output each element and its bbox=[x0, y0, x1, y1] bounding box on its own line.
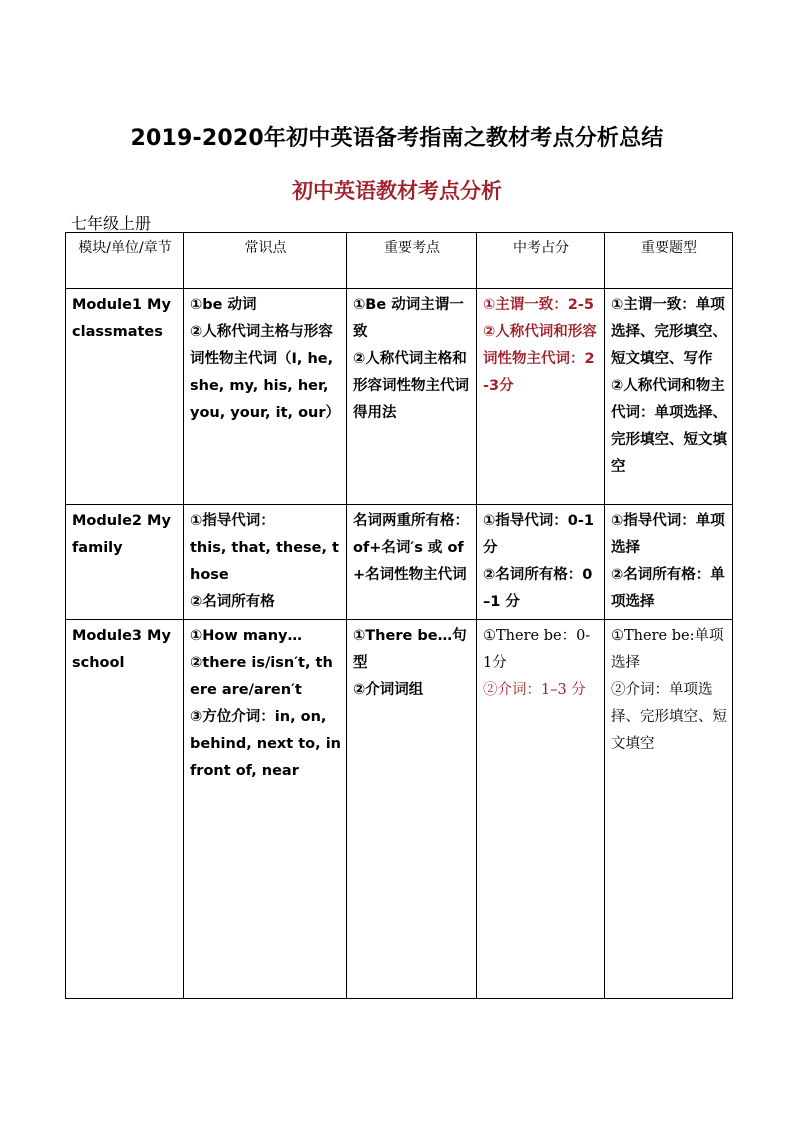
table-row bbox=[66, 289, 733, 505]
score-line: ①指导代词：0-1分 bbox=[483, 513, 594, 556]
score-line: ①There be：0-1分 bbox=[483, 628, 591, 671]
knowledge-line: this, that, these, those bbox=[190, 540, 339, 583]
score-line: ②名词所有格：0–1 分 bbox=[483, 567, 593, 610]
key-point-line: ①Be 动词主谓一致 bbox=[353, 297, 464, 340]
question-type-line: ①主谓一致：单项选择、完形填空、短文填空、写作 bbox=[611, 297, 727, 367]
table-header-row bbox=[66, 233, 733, 289]
question-type-line: ①指导代词：单项选择 bbox=[611, 513, 725, 556]
knowledge-line: ②there is/isn′t, there are/aren′t bbox=[190, 655, 333, 698]
knowledge-line: ③方位介词：in, on, behind, next to, in front of, near bbox=[190, 709, 341, 779]
knowledge-line: ①指导代词： bbox=[190, 513, 275, 529]
key-points-cell bbox=[347, 620, 477, 999]
knowledge-cell bbox=[184, 620, 347, 999]
knowledge-cell bbox=[184, 289, 347, 505]
key-point-line: 名词两重所有格：of+名词′s 或 of+名词性物主代词 bbox=[353, 513, 469, 583]
module-cell: Module3 My school bbox=[66, 620, 184, 999]
question-type-line: ②人称代词和物主代词：单项选择、完形填空、短文填空 bbox=[611, 378, 727, 475]
knowledge-line: ①be 动词 bbox=[190, 297, 257, 313]
exam-points-table bbox=[65, 232, 733, 999]
question-types-cell bbox=[605, 289, 733, 505]
module-cell: Module2 My family bbox=[66, 505, 184, 620]
knowledge-line: ①How many… bbox=[190, 628, 302, 644]
question-types-cell bbox=[605, 505, 733, 620]
key-point-line: ②介词词组 bbox=[353, 682, 424, 698]
header-score: 中考占分 bbox=[477, 233, 605, 289]
key-point-line: ①There be…句型 bbox=[353, 628, 467, 671]
key-points-cell bbox=[347, 505, 477, 620]
score-line: ②人称代词和形容词性物主代词：2-3分 bbox=[483, 324, 597, 394]
knowledge-cell bbox=[184, 505, 347, 620]
header-knowledge: 常识点 bbox=[184, 233, 347, 289]
question-type-line: ②名词所有格：单项选择 bbox=[611, 567, 725, 610]
question-types-cell bbox=[605, 620, 733, 999]
table-row bbox=[66, 505, 733, 620]
header-question-types: 重要题型 bbox=[605, 233, 733, 289]
module-cell: Module1 My classmates bbox=[66, 289, 184, 505]
knowledge-line: ②名词所有格 bbox=[190, 594, 275, 610]
score-cell bbox=[477, 505, 605, 620]
score-line: ②介词：1–3 分 bbox=[483, 682, 586, 698]
document-subtitle: 初中英语教材考点分析 bbox=[292, 178, 502, 203]
score-cell bbox=[477, 289, 605, 505]
question-type-line: ①There be:单项选择 bbox=[611, 628, 724, 671]
score-line: ①主谓一致：2-5 bbox=[483, 297, 594, 313]
score-cell bbox=[477, 620, 605, 999]
header-key-points: 重要考点 bbox=[347, 233, 477, 289]
key-points-cell bbox=[347, 289, 477, 505]
header-module: 模块/单位/章节 bbox=[66, 233, 184, 289]
document-title: 2019-2020年初中英语备考指南之教材考点分析总结 bbox=[130, 126, 664, 151]
grade-label: 七年级上册 bbox=[71, 214, 152, 233]
table-row bbox=[66, 620, 733, 999]
knowledge-line: ②人称代词主格与形容词性物主代词（I, he, she, my, his, her, you, your, it, our） bbox=[190, 324, 340, 421]
key-point-line: ②人称代词主格和形容词性物主代词得用法 bbox=[353, 351, 469, 421]
question-type-line: ②介词：单项选择、完形填空、短文填空 bbox=[611, 682, 727, 752]
